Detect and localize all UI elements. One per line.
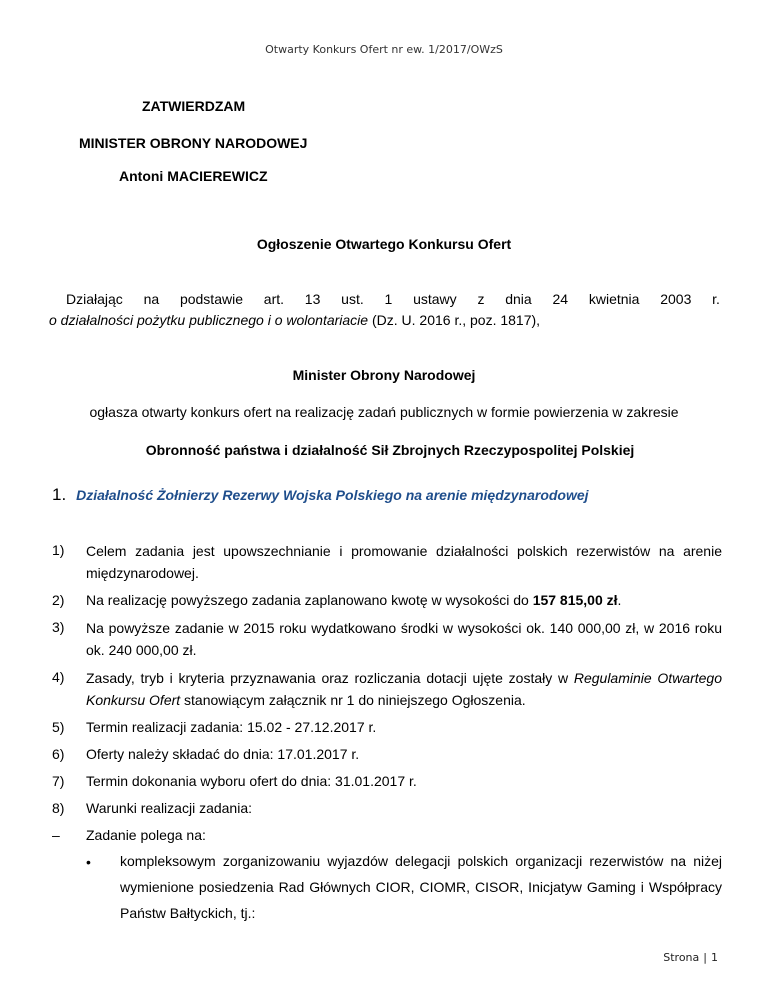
list-item — [52, 798, 722, 819]
list-item-text: Oferty należy składać do dnia: 17.01.2017 r. — [86, 746, 360, 762]
list-item-number: 1) — [52, 542, 65, 558]
legal-word: 2003 — [660, 291, 692, 307]
legal-word: kwietnia — [588, 291, 640, 307]
dash-item-text: Zadanie polega na: — [86, 827, 206, 843]
approval-line-2: MINISTER OBRONY NARODOWEJ — [79, 135, 308, 151]
list-item-text — [86, 590, 722, 611]
legal-word: dnia — [505, 291, 532, 307]
bullet-marker: • — [86, 854, 91, 870]
list-item-text: Celem zadania jest upowszechnianie i promowanie działalności polskich rezerwistów na arenie międzynarodowej. — [86, 543, 722, 581]
minister-heading: Minister Obrony Narodowej — [292, 367, 476, 383]
section-title: Działalność Żołnierzy Rezerwy Wojska Polskiego na arenie międzynarodowej — [76, 487, 589, 503]
list-item — [52, 590, 722, 611]
legal-word: ustawy — [413, 291, 457, 307]
legal-word: r. — [712, 291, 720, 307]
legal-word: podstawie — [179, 291, 243, 307]
dash-item — [52, 825, 722, 846]
list-item-number: 5) — [52, 719, 65, 735]
act-title: o działalności pożytku publicznego i o wolontariacie — [49, 312, 369, 328]
list-item-number: 7) — [52, 773, 65, 789]
list-item — [52, 667, 722, 711]
list-item-number: 6) — [52, 746, 65, 762]
legal-basis-line-1 — [50, 289, 720, 310]
dash-marker: – — [52, 827, 60, 843]
legal-word: 1 — [384, 291, 393, 307]
list-item-text: Warunki realizacji zadania: — [86, 800, 252, 816]
bullet-item — [86, 852, 722, 926]
list-item — [52, 717, 722, 738]
list-item-text-part: stanowiącym załącznik nr 1 do niniejszego Ogłoszenia. — [180, 692, 526, 708]
footer-label: Strona — [663, 951, 700, 964]
page-number: 1 — [711, 951, 718, 964]
list-item-text: Na powyższe zadanie w 2015 roku wydatkowano środki w wysokości ok. 140 000,00 zł, w 2016 roku ok. 240 000,00 zł. — [86, 620, 722, 658]
running-header: Otwarty Konkurs Ofert nr ew. 1/2017/OWzS — [265, 43, 503, 56]
list-item — [52, 617, 722, 661]
list-item-text: Termin dokonania wyboru ofert do dnia: 31.01.2017 r. — [86, 773, 417, 789]
list-item-number: 4) — [52, 669, 65, 685]
approval-line-1: ZATWIERDZAM — [142, 98, 246, 114]
list-item-text-part: Zasady, tryb i kryteria przyznawania oraz rozliczania dotacji ujęte zostały w — [86, 670, 574, 686]
list-item — [52, 540, 722, 584]
list-item-number: 8) — [52, 800, 65, 816]
list-item-text — [86, 667, 722, 711]
legal-word: z — [477, 291, 485, 307]
legal-word: 24 — [552, 291, 569, 307]
legal-word: ust. — [341, 291, 364, 307]
legal-word: art. — [263, 291, 285, 307]
list-item — [52, 744, 722, 765]
grant-amount: 157 815,00 zł — [532, 592, 618, 608]
legal-word: na — [143, 291, 160, 307]
legal-basis-line-2 — [49, 310, 720, 331]
list-item-text-part: Na realizację powyższego zadania zaplanowano kwotę w wysokości do — [86, 592, 533, 608]
list-item — [52, 771, 722, 792]
footer-separator: | — [703, 951, 707, 964]
regulations-title: Regulaminie Otwartego Konkursu Ofert — [86, 670, 723, 708]
list-item-number: 2) — [52, 592, 65, 608]
numbered-list — [52, 540, 722, 926]
list-item-text-part: . — [617, 592, 622, 608]
legal-word: 13 — [304, 291, 321, 307]
section-number: 1. — [52, 485, 67, 504]
legal-basis — [50, 289, 720, 331]
legal-word: Działając — [66, 291, 123, 307]
notice-title: Ogłoszenie Otwartego Konkursu Ofert — [256, 236, 512, 252]
announcement: ogłasza otwarty konkurs ofert na realizację zadań publicznych w formie powierzenia w zakresie — [89, 404, 679, 420]
page-footer — [663, 951, 718, 964]
domain-title: Obronność państwa i działalność Sił Zbrojnych Rzeczypospolitej Polskiej — [145, 442, 635, 458]
approval-line-3: Antoni MACIEREWICZ — [119, 168, 268, 184]
list-item-text: Termin realizacji zadania: 15.02 - 27.12.2017 r. — [86, 719, 377, 735]
act-reference: (Dz. U. 2016 r., poz. 1817), — [368, 312, 541, 328]
section-heading — [52, 485, 589, 505]
bullet-item-text: kompleksowym zorganizowaniu wyjazdów delegacji polskich organizacji rezerwistów na niżej wymienione posiedzenia Rad Głównych CIOR, CIOMR, CISOR, Inicjatyw Gaming i Współpracy Państw Bałtyckich, tj.: — [120, 853, 722, 921]
list-item-number: 3) — [52, 619, 65, 635]
